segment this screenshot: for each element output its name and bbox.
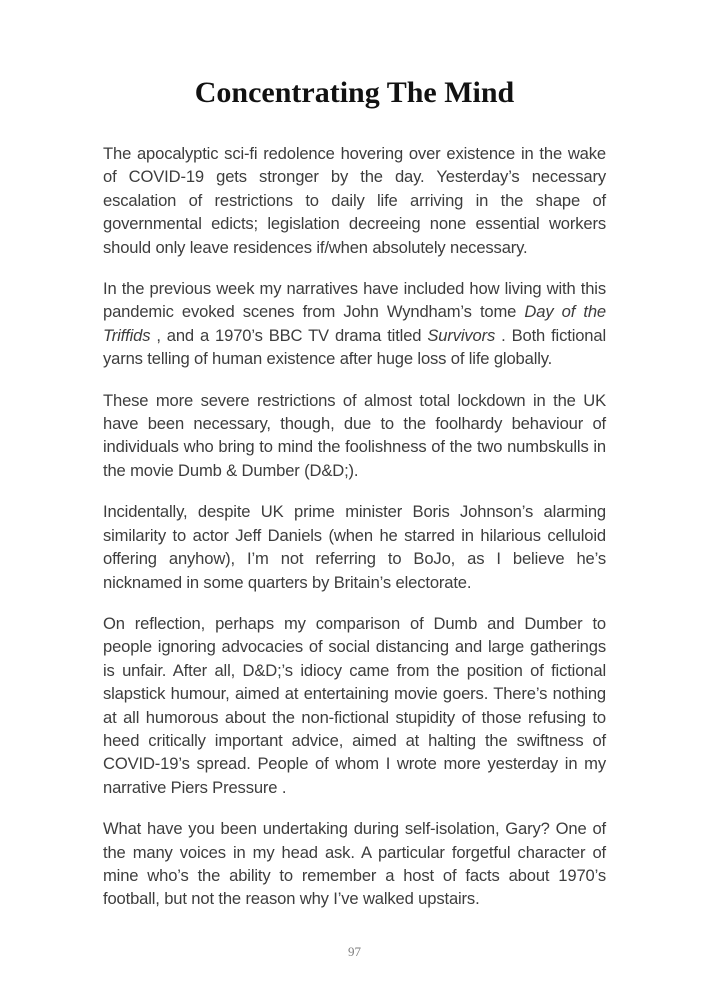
text-run: . Both fictional yarns telling of human existence after huge loss of life globally.: [103, 325, 606, 369]
paragraph: [103, 389, 606, 483]
text-run: The apocalyptic sci-fi redolence hovering over existence in the wake of COVID-19 gets stronger by the day. Yesterday’s necessary escalation of restrictions to daily life arriving in the shape of governmental edicts; legislation decreeing none essential workers should only leave residences if/when absolutely necessary.: [103, 144, 606, 257]
text-run: In the previous week my narratives have included how living with this pandemic evoked scenes from John Wyndham’s tome: [103, 279, 606, 322]
paragraph: [103, 612, 606, 799]
text-run: , and a 1970’s BBC TV drama titled: [150, 325, 428, 345]
text-run: What have you been undertaking during self-isolation, Gary? One of the many voices in my head ask. A particular forgetful character of mine who’s the ability to remember a host of facts about 1970’s football, but not the reason why I’ve walked upstairs.: [103, 819, 606, 909]
text-run: These more severe restrictions of almost total lockdown in the UK have been necessary, though, due to the foolhardy behaviour of individuals who bring to mind the foolishness of the two numbskulls in the movie Dumb & Dumber (D&D;).: [103, 390, 606, 480]
text-run: Day of the Triffids: [103, 302, 606, 345]
paragraph: [103, 277, 606, 371]
page-title: Concentrating The Mind: [194, 76, 515, 109]
text-run: Incidentally, despite UK prime minister Boris Johnson’s alarming similarity to actor Jeff Daniels (when he starred in hilarious celluloid offering anyhow), I’m not referring to BoJo, as I believe he’s nicknamed in some quarters by Britain’s electorate.: [103, 502, 606, 592]
page-body: [103, 142, 606, 911]
text-run: On reflection, perhaps my comparison of Dumb and Dumber to people ignoring advocacies of social distancing and large gatherings is unfair. After all, D&D;’s idiocy came from the position of fictional slapstick humour, aimed at entertaining movie goers. There’s nothing at all humorous about the non-fictional stupidity of those refusing to heed critically important advice, aimed at halting the swiftness of COVID-19’s spread. People of whom I wrote more yesterday in my narrative Piers Pressure .: [103, 613, 606, 797]
paragraph: [103, 817, 606, 911]
paragraph: [103, 142, 606, 259]
paragraph: [103, 500, 606, 594]
text-run: Survivors: [427, 325, 496, 345]
page-number: 97: [348, 944, 361, 959]
